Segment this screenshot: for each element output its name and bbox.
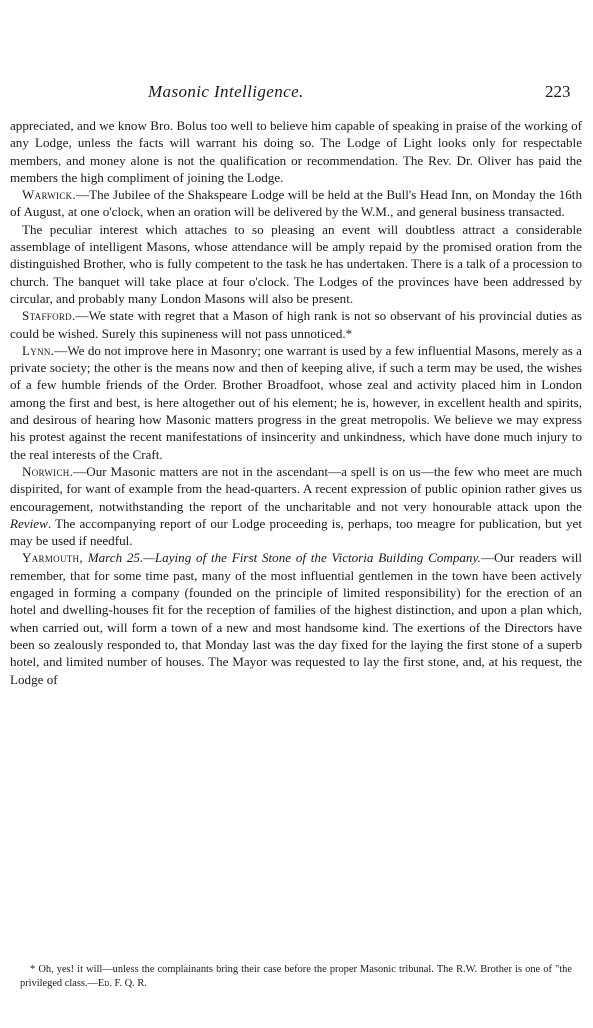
- footnote: [20, 963, 572, 990]
- running-header: [0, 82, 593, 104]
- place-heading-yarmouth: Yarmouth,: [22, 550, 83, 566]
- place-heading-stafford: Stafford.: [22, 308, 76, 324]
- paragraph-text: —We do not improve here in Masonry; one warrant is used by a few influential Masons, merely as a private society; the other is the means now and then of keeping alive, if such a term may be used, the wishes of a few humble friends of the Order. Brother Broadfoot, whose zeal and activity placed him in London among the first and best, is here altogether out of his element; he is, however, in excellent health and spirits, and desirous of hearing how Masonic matters progress in the great metropolis. We believe we may express his protest against the recent manifestations of insincerity and unkindness, which have done much injury to the real interests of the Craft.: [10, 342, 582, 462]
- paragraph-text: —We state with regret that a Mason of high rank is not so observant of his provincial duties as could be wished. Surely this supineness will not pass unnoticed.*: [10, 308, 582, 341]
- place-heading-lynn: Lynn.: [22, 342, 55, 358]
- paragraph-norwich: [10, 463, 582, 549]
- yarmouth-event-title: March 25.—Laying of the First Stone of the Victoria Building Company.: [87, 550, 481, 566]
- paragraph-lynn: [10, 342, 582, 463]
- footnote-text: * Oh, yes! it will—unless the complainants bring their case before the proper Masonic tribunal. The R.W. Brother is one of "the privileged class.—: [20, 964, 572, 989]
- paragraph-stafford: [10, 307, 582, 342]
- review-title: Review: [10, 515, 48, 531]
- paragraph-continuation: [10, 117, 582, 186]
- paragraph-text: —Our Masonic matters are not in the ascendant—a spell is on us—the few who meet are much dispirited, for want of example from the head-quarters. A recent expression of public opinion rather gives us encouragement, notwithstanding the report of the uncharitable and not very honourable attack upon the Review. The accompanying report of our Lodge proceeding is, perhaps, too meagre for publication, but yet may be used if needful.: [10, 463, 582, 549]
- paragraph-text: —Our readers will remember, that for some time past, many of the most influential gentlemen in the town have been actively engaged in forming a company (founded on the principle of limited responsibility) for the erection of an hotel and dwelling-houses fit for the reception of families of the highest distinction, and upon a plan which, when carried out, will form a town of a new and most handsome kind. The exertions of the Directors have been so zealously responded to, that Monday last was the day fixed for the laying the first stone of a superb hotel, and limited number of houses. The Mayor was requested to lay the first stone, and, at his request, the Lodge of: [10, 550, 582, 687]
- place-heading-norwich: Norwich.: [22, 463, 74, 479]
- footnote-signature: Ed. F. Q. R.: [97, 977, 147, 989]
- running-title: Masonic Intelligence.: [148, 82, 304, 101]
- place-heading-warwick: Warwick.: [22, 187, 77, 203]
- paragraph-yarmouth: [10, 549, 582, 687]
- page-number: 223: [545, 82, 571, 101]
- paragraph-warwick-continued: [10, 221, 582, 307]
- paragraph-text: —The Jubilee of the Shakspeare Lodge will be held at the Bull's Head Inn, on Monday the 16th of August, at one o'clock, when an oration will be delivered by the W.M., and general business transacted.: [10, 187, 582, 220]
- paragraph-text: The peculiar interest which attaches to so pleasing an event will doubtless attract a considerable assemblage of intelligent Masons, whose attendance will be amply repaid by the promised oration from the distinguished Brother, who is fully competent to the task he has undertaken. There is a talk of a procession to church. The banquet will take place at four o'clock. The Lodges of the provinces have been addressed by circular, and probably many London Masons will also be present.: [10, 221, 582, 306]
- paragraph-warwick: [10, 186, 582, 221]
- paragraph-text: appreciated, and we know Bro. Bolus too well to believe him capable of speaking in praise of the working of any Lodge, unless the facts will warrant his doing so. The Lodge of Light looks only for respectable members, and money alone is not the qualification or recommendation. The Rev. Dr. Oliver has paid the members the high compliment of joining the Lodge.: [10, 118, 582, 185]
- body-text: [10, 117, 582, 688]
